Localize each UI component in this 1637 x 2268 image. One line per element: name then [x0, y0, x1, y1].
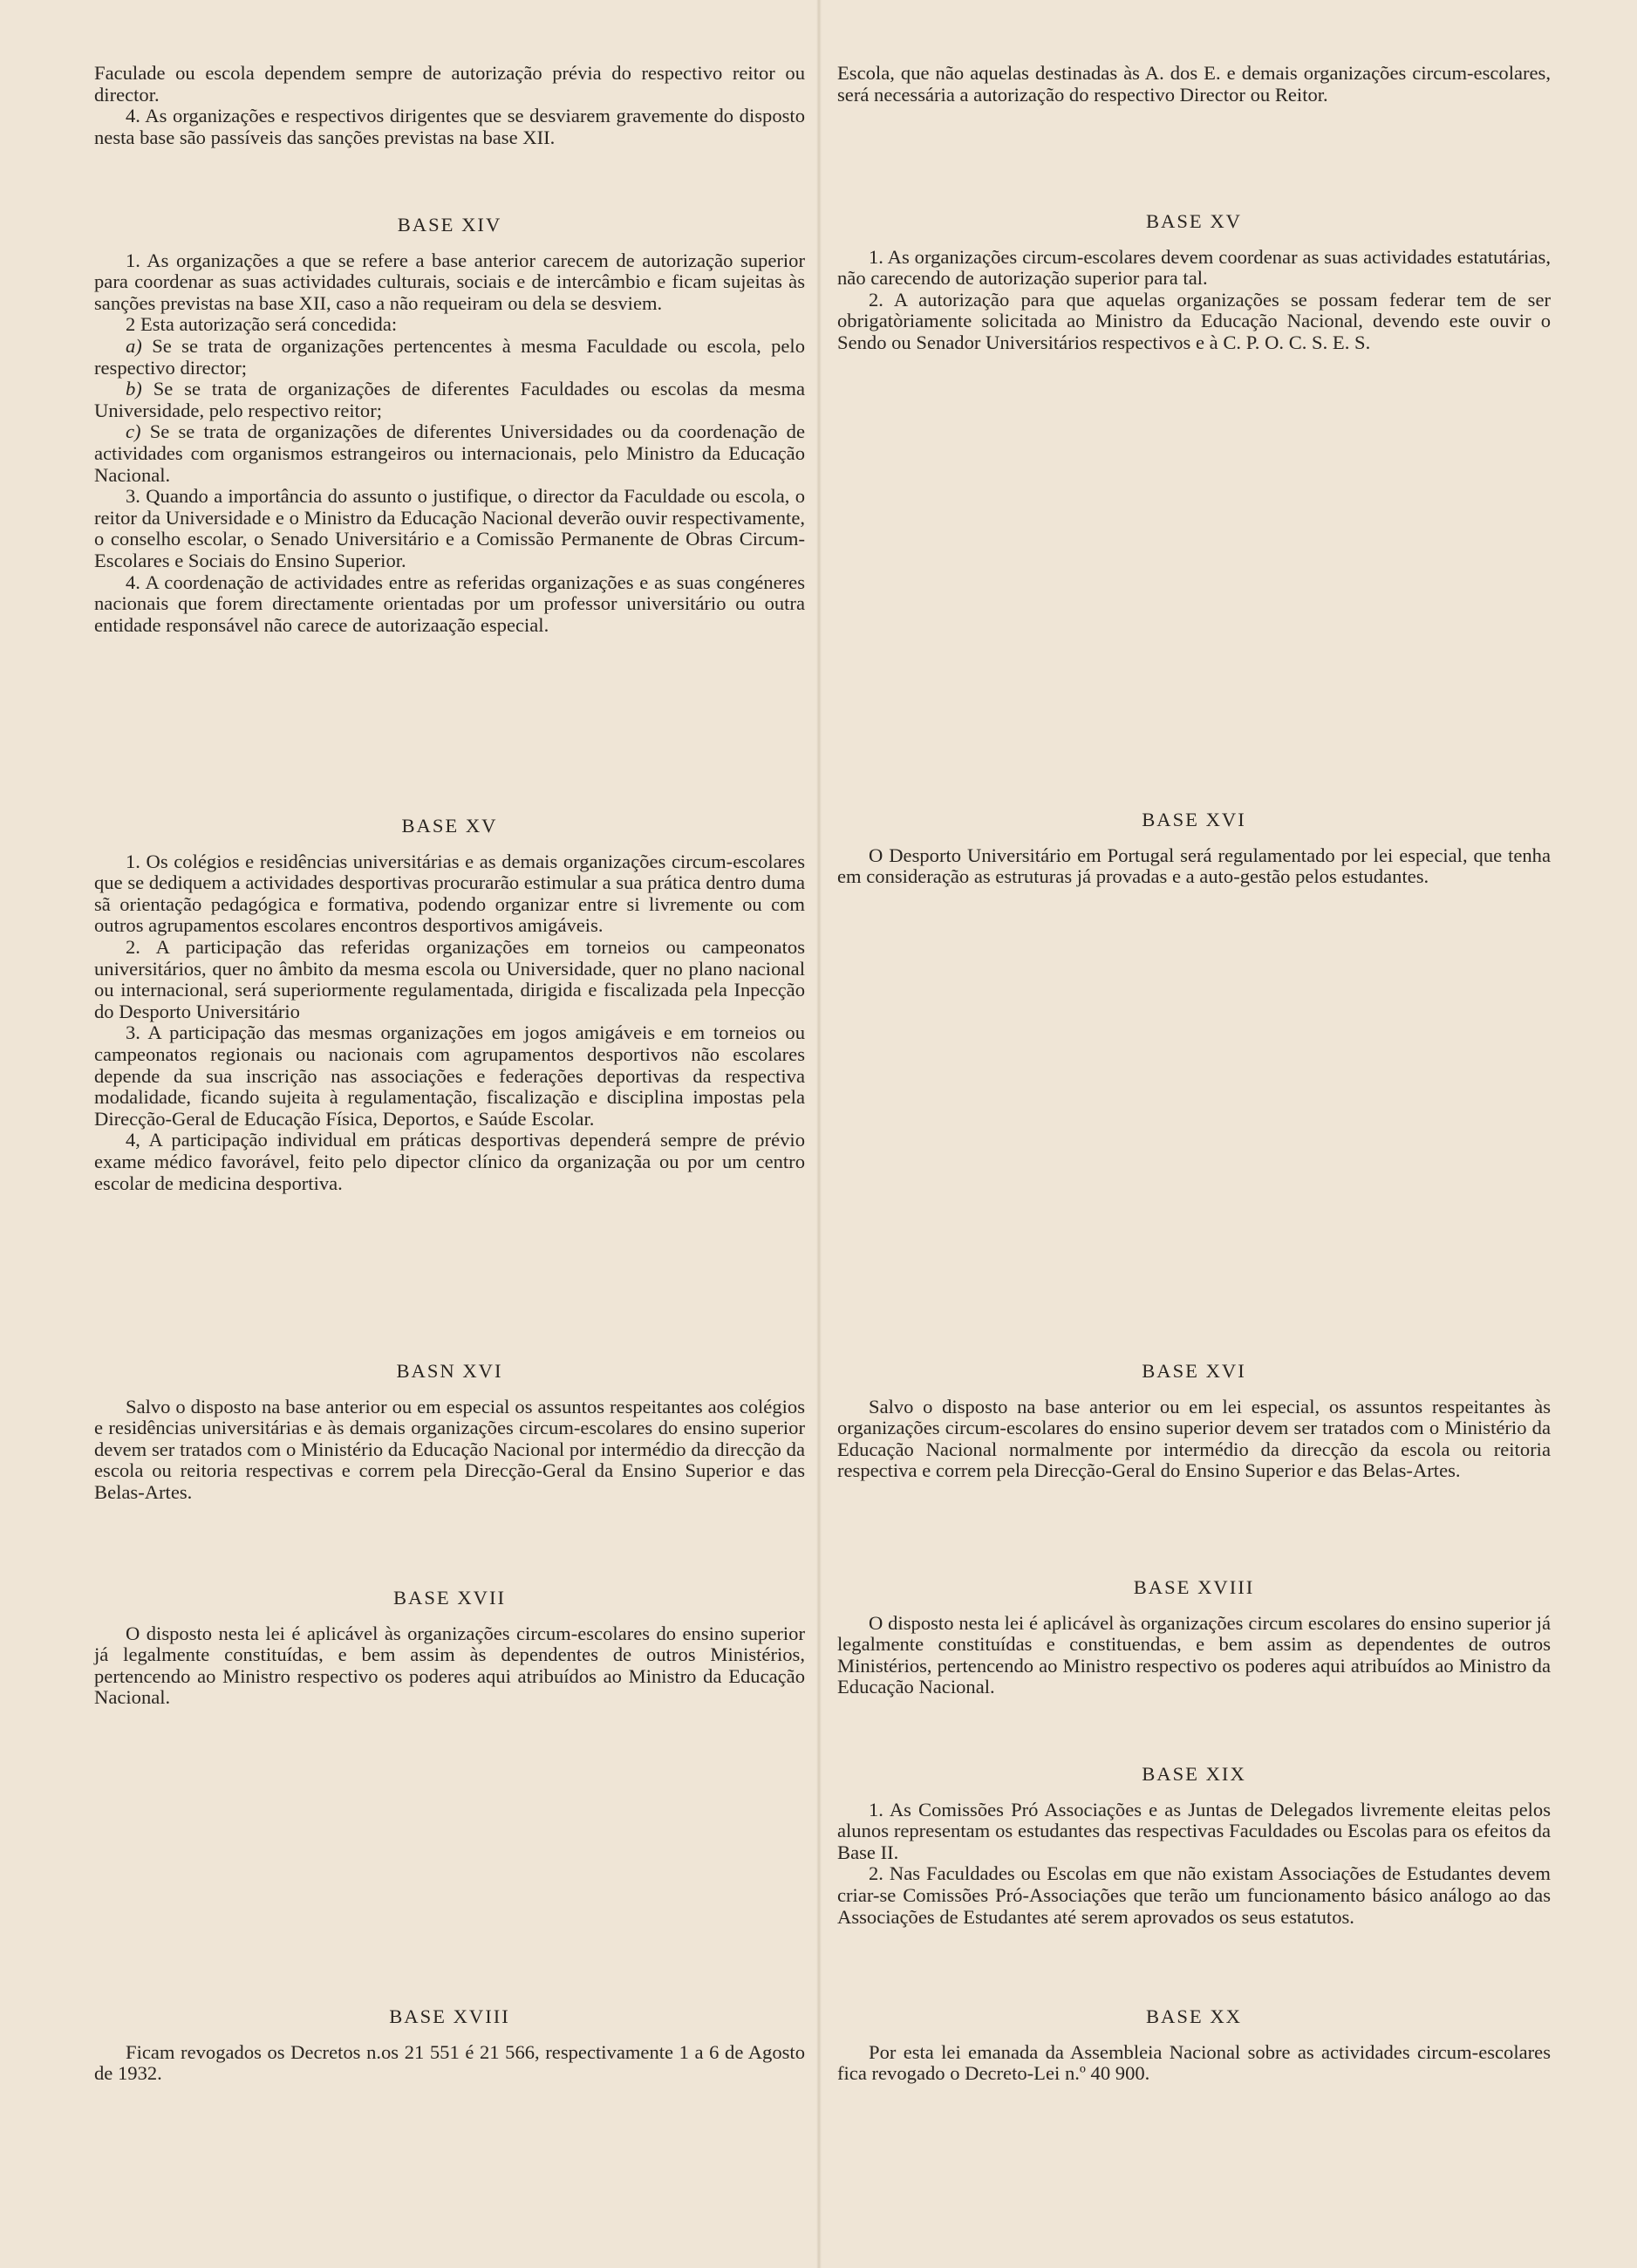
section-heading: BASE XVIII	[389, 2005, 510, 2027]
paragraph: Salvo o disposto na base anterior ou em lei especial, os assuntos respeitantes às organizações circum-escolares do ensino superior devem ser tratados com o Ministério da Educação Nacional normalmente por intermédio da direcção da escola ou reitoria respectiva e correm pela Direcção-Geral do Ensino Superior e das Belas-Artes.	[837, 1395, 1551, 1482]
list-item	[94, 336, 805, 379]
item-text: Se se trata de organizações pertencentes à mesma Faculdade ou escola, pelo respectivo director;	[94, 334, 805, 379]
paragraph: 2 Esta autorização será concedida:	[126, 313, 398, 336]
right-section-base-xviii	[837, 1577, 1551, 1698]
paragraph: 3. Quando a importância do assunto o justifique, o director da Faculdade ou escola, o reitor da Universidade e o Ministro da Educação Nacional deverão ouvir respectivamente, o conselho escolar, o Senado Universitário e a Comissão Permanente de Obras Circum-Escolares e Sociais do Ensino Superior.	[94, 485, 805, 571]
paragraph: O disposto nesta lei é aplicável às organizações circum-escolares do ensino superior já legalmente constituídas, e bem assim às dependentes de outros Ministérios, pertencendo ao Ministro respectivo os poderes aqui atribuídos ao Ministro da Educação Nacional.	[94, 1622, 805, 1709]
paragraph: 2. Nas Faculdades ou Escolas em que não existam Associações de Estudantes devem criar-se Comissões Pró-Associações que terão um funcionamento básico análogo ao das Associações de Estudantes até serem aprovados os seus estatutos.	[837, 1862, 1551, 1928]
section-heading: BASE XIX	[1142, 1763, 1246, 1785]
left-intro	[94, 63, 805, 148]
right-section-base-xvi-b	[837, 1361, 1551, 1482]
right-intro	[837, 63, 1551, 106]
list-item	[94, 421, 805, 486]
paragraph: 2. A participação das referidas organizações em torneios ou campeonatos universitários, quer no âmbito da mesma escola ou Universidade, quer no plano nacional ou internacional, será superiormente regulamentada, dirigida e fiscalizada pela Inpecção do Desporto Universitário	[94, 935, 805, 1022]
left-section-base-xv	[94, 816, 805, 1194]
paragraph: 4. A coordenação de actividades entre as referidas organizações e as suas congéneres nacionais que forem directamente orientadas por um professor universitário ou outra entidade responsável não carece de autorizaação especial.	[94, 570, 805, 636]
paragraph: 1. As organizações circum-escolares devem coordenar as suas actividades estatutárias, não carecendo de autorização superior para tal.	[837, 245, 1551, 290]
paragraph: Ficam revogados os Decretos n.os 21 551 é 21 566, respectivamente 1 a 6 de Agosto de 1932.	[94, 2040, 805, 2085]
right-section-base-xv	[837, 211, 1551, 354]
section-heading: BASE XVIII	[1133, 1576, 1255, 1598]
item-text: Se se trata de organizações de diferentes Universidades ou da coordenação de actividades com organismos estrangeiros ou internacionais, pelo Ministro da Educação Nacional.	[94, 420, 805, 486]
paragraph: Faculade ou escola dependem sempre de autorização prévia do respectivo reitor ou director.	[94, 62, 805, 106]
paragraph: 3. A participação das mesmas organizações em jogos amigáveis e em torneios ou campeonatos regionais ou nacionais com agrupamentos desportivos não escolares depende da sua inscrição nas associações e federações deportivas da respectiva modalidade, ficando sujeita à regulamentação, fiscalização e disciplina impostas pela Direcção-Geral de Educação Física, Deportos, e Saúde Escolar.	[94, 1021, 805, 1130]
left-section-base-xiv	[94, 215, 805, 636]
section-heading: BASN XVI	[396, 1360, 503, 1382]
right-section-base-xx	[837, 2006, 1551, 2085]
right-section-base-xix	[837, 1764, 1551, 1928]
left-section-base-xvii	[94, 1588, 805, 1709]
paragraph: Salvo o disposto na base anterior ou em especial os assuntos respeitantes aos colégios e residências universitárias e às demais organizações circum-escolares do ensino superior devem ser tratados com o Ministério da Educação Nacional por intermédio da direcção da escola ou reitoria respectivas e correm pela Direcção-Geral da Ensino Superior e das Belas-Artes.	[94, 1395, 805, 1503]
section-heading: BASE XVI	[1142, 1360, 1246, 1382]
paragraph: 2. A autorização para que aquelas organizações se possam federar tem de ser obrigatòriamente solicitada ao Ministro da Educação Nacional, devendo este ouvir o Sendo ou Senador Universitários respectivos e à C. P. O. C. S. E. S.	[837, 288, 1551, 353]
left-section-basn-xvi	[94, 1361, 805, 1504]
item-text: Se se trata de organizações de diferentes Faculdades ou escolas da mesma Universidade, pelo respectivo reitor;	[94, 378, 806, 421]
paragraph: 1. Os colégios e residências universitárias e as demais organizações circum-escolares que se dediquem a actividades desportivas procurarão estimular a sua prática dentro duma sã orientação pedagógica e formativa, podendo organizar entre si livremente ou com outros agrupamentos escolares encontros desportivos amigáveis.	[94, 850, 805, 937]
item-letter: c)	[126, 420, 141, 443]
section-heading: BASE XX	[1145, 2005, 1243, 2027]
section-heading: BASE XVI	[1142, 809, 1246, 830]
right-section-base-xvi-a	[837, 810, 1551, 888]
paragraph: 4. As organizações e respectivos dirigentes que se desviarem gravemente do disposto nesta base são passíveis das sanções previstas na base XII.	[94, 105, 805, 148]
paragraph: Escola, que não aquelas destinadas às A. dos E. e demais organizações circum-escolares, será necessária a autorização do respectivo Director ou Reitor.	[837, 62, 1551, 106]
section-heading: BASE XV	[401, 815, 498, 837]
paragraph: 4, A participação individual em práticas desportivas dependerá sempre de prévio exame médico favorável, feito pelo dipector clínico da organizaçãa ou por um centro escolar de medicina desportiva.	[94, 1129, 805, 1194]
section-heading: BASE XVII	[392, 1587, 507, 1609]
paragraph: O Desporto Universitário em Portugal será regulamentado por lei especial, que tenha em consideração as estruturas já provadas e a auto-gestão pelos estudantes.	[837, 844, 1551, 888]
paragraph: Por esta lei emanada da Assembleia Nacional sobre as actividades circum-escolares fica revogado o Decreto-Lei n.º 40 900.	[837, 2040, 1551, 2085]
left-section-base-xviii	[94, 2006, 805, 2085]
section-heading: BASE XV	[1145, 210, 1243, 232]
item-letter: a)	[126, 334, 142, 357]
list-item	[94, 379, 805, 421]
item-letter: b)	[126, 378, 142, 400]
section-heading: BASE XIV	[397, 214, 502, 236]
page-fold	[816, 0, 822, 2268]
paragraph: 1. As Comissões Pró Associações e as Juntas de Delegados livremente eleitas pelos alunos representam os estudantes das respectivas Faculdades ou Escolas para os efeitos da Base II.	[837, 1798, 1551, 1863]
paragraph: 1. As organizações a que se refere a base anterior carecem de autorização superior para coordenar as suas actividades culturais, sociais e de intercâmbio e ficam sujeitas às sanções previstas na base XII, caso a não requeiram ou dela se desviem.	[94, 249, 805, 314]
paragraph: O disposto nesta lei é aplicável às organizações circum escolares do ensino superior já legalmente constituídas e constituendas, e bem assim as dependentes de outros Ministérios, pertencendo ao Ministro respectivo os poderes aqui atribuídos ao Ministro da Educação Nacional.	[837, 1611, 1551, 1698]
